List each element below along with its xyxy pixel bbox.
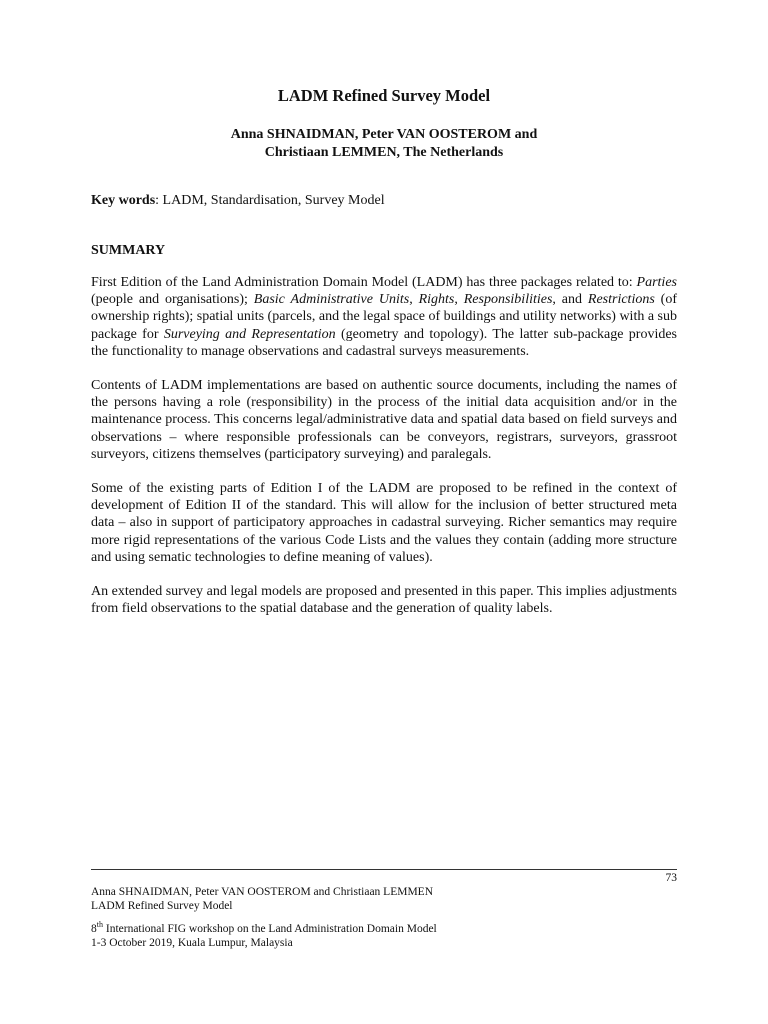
- p1-italic-responsibilities: Responsibilities: [463, 292, 553, 308]
- page-number: 73: [665, 872, 677, 884]
- page-footer: [91, 885, 677, 950]
- keywords: [91, 192, 677, 210]
- paragraph-1: [91, 274, 677, 360]
- authors-line-2: Christiaan LEMMEN, The Netherlands: [264, 144, 504, 160]
- paragraph-4: An extended survey and legal models are proposed and presented in this paper. This implies adjustments from field observations to the spatial database and the generation of quality labels.: [91, 584, 677, 617]
- paper-title: LADM Refined Survey Model: [277, 86, 491, 105]
- workshop-name: International FIG workshop on the Land Administration Domain Model: [102, 923, 437, 935]
- summary-heading: SUMMARY: [91, 243, 166, 258]
- p1-text-6: (of ownership rights); spatial units (parcels, and the legal space of buildings and utility networks) with a sub package for: [91, 292, 678, 342]
- paragraph-2: Contents of LADM implementations are based on authentic source documents, including the names of the persons having a role (responsibility) in the process of the initial data acquisition and/or in the maintenance process. This concerns legal/administrative data and spatial data based on field surveys and observations – where responsible professionals can be conveyors, registrars, surveyors, grassroot surveyors, citizens themselves (participatory surveying) and paralegals.: [91, 378, 677, 462]
- p1-italic-surveying: Surveying and Representation: [163, 326, 336, 342]
- p1-text-2: (people and organisations);: [91, 292, 254, 308]
- footer-workshop: [91, 922, 677, 936]
- p1-italic-rights: Rights: [418, 292, 455, 308]
- keywords-text: : LADM, Standardisation, Survey Model: [155, 193, 385, 208]
- authors-line-1: Anna SHNAIDMAN, Peter VAN OOSTEROM and: [230, 127, 538, 142]
- footer-authors: Anna SHNAIDMAN, Peter VAN OOSTEROM and Christiaan LEMMEN: [91, 886, 434, 898]
- workshop-ordinal: th: [96, 920, 103, 930]
- footer-paper-title: LADM Refined Survey Model: [91, 900, 233, 912]
- p1-italic-baunits: Basic Administrative Units: [253, 292, 410, 308]
- summary-body: [91, 274, 677, 634]
- author-block: [0, 126, 768, 161]
- p1-text-4: ,: [454, 292, 464, 308]
- p1-text-1: First Edition of the Land Administration Domain Model (LADM) has three packages related to:: [91, 275, 637, 290]
- workshop-number: 8: [91, 923, 97, 935]
- footer-divider: [91, 869, 677, 870]
- p1-italic-parties: Parties: [636, 275, 677, 290]
- paragraph-3: Some of the existing parts of Edition I of the LADM are proposed to be refined in the context of development of Edition II of the standard. This will allow for the inclusion of better structured meta data – also in support of participatory approaches in cadastral surveying. Richer semantics may require more rigid representations of the various Code Lists and the values they contain (adding more structure and using sematic technologies to define meaning of values).: [91, 481, 677, 565]
- keywords-label: Key words: [91, 193, 156, 208]
- p1-text-3: ,: [409, 292, 419, 308]
- footer-dates-location: 1-3 October 2019, Kuala Lumpur, Malaysia: [91, 937, 293, 949]
- p1-text-7: (geometry and topology). The latter sub-package provides the functionality to manage observations and cadastral surveys measurements.: [91, 326, 678, 359]
- p1-text-5: , and: [552, 292, 588, 308]
- p1-italic-restrictions: Restrictions: [587, 292, 655, 308]
